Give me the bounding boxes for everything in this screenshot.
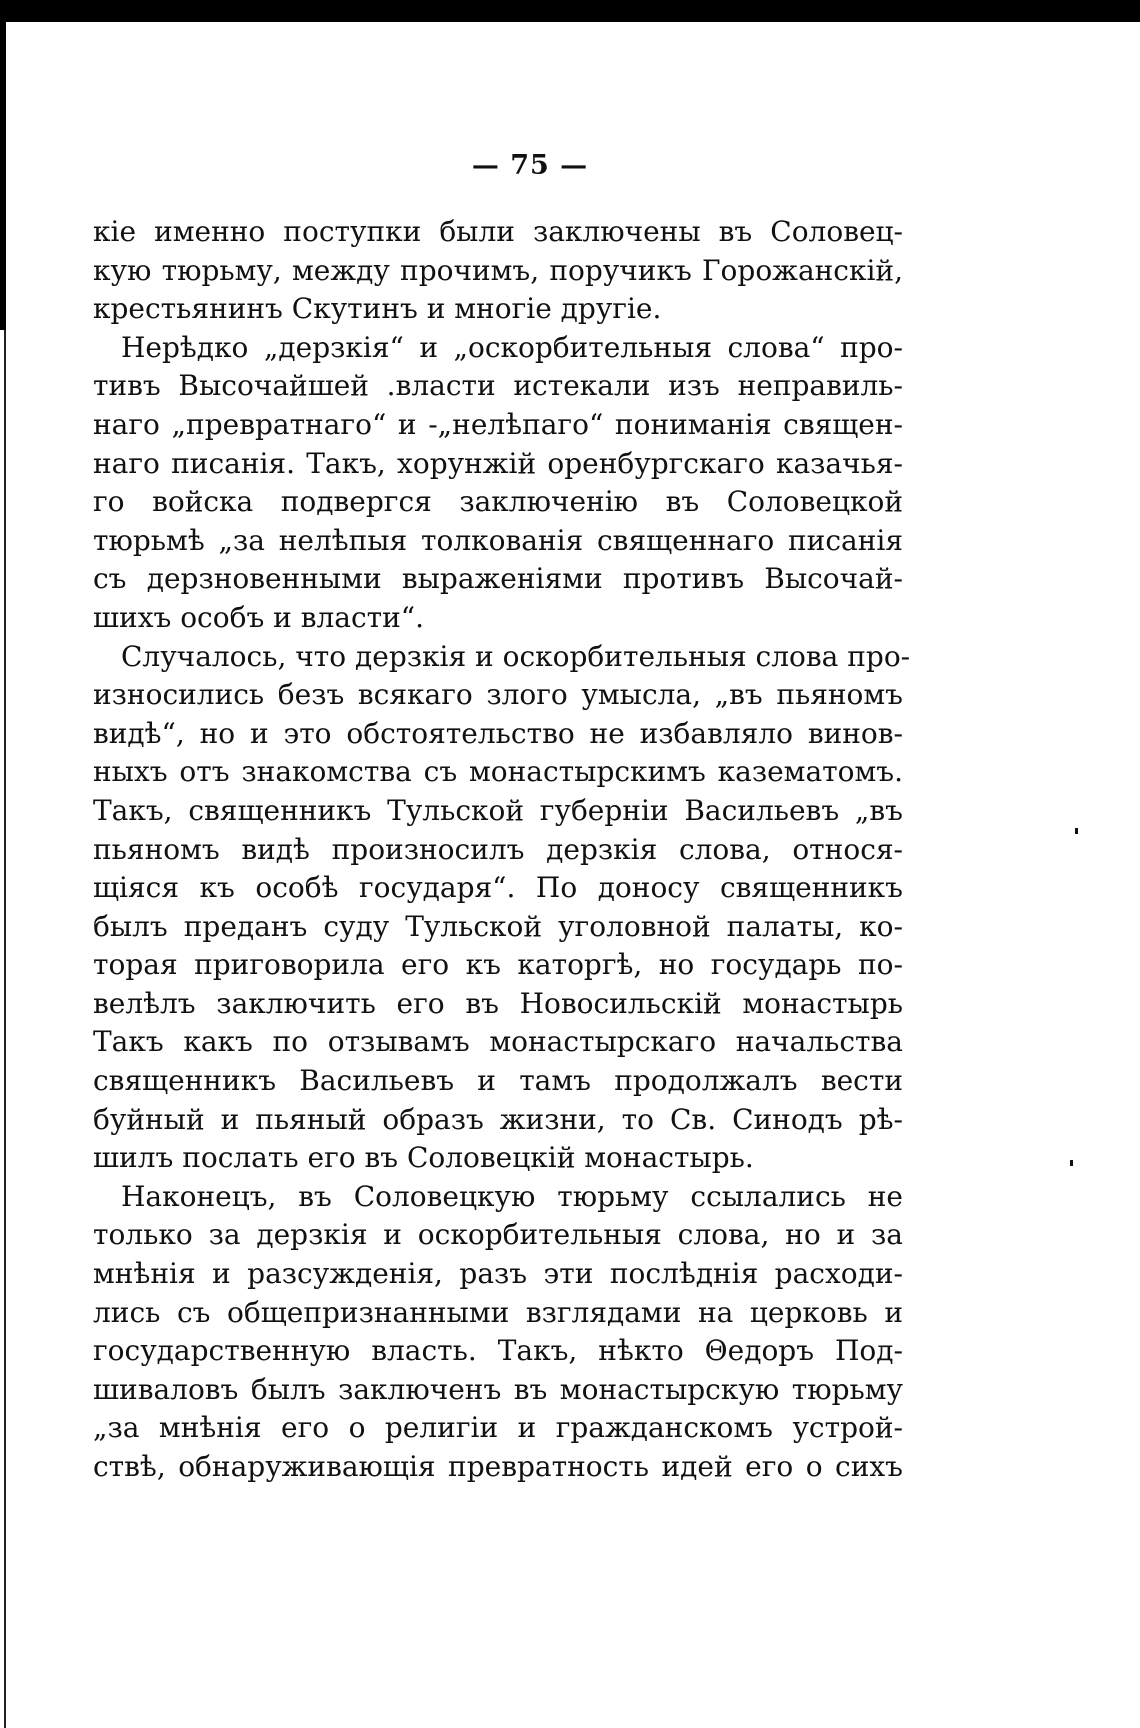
text-line: священникъ Васильевъ и тамъ продолжалъ вести — [93, 1064, 903, 1098]
text-line: износились безъ всякаго злого умысла, „въ пьяномъ — [93, 678, 903, 712]
text-line: „за мнѣнія его о религіи и гражданскомъ устрой- — [93, 1411, 903, 1445]
scan-border-top — [0, 0, 1140, 22]
paragraph — [93, 213, 903, 329]
text-line: кую тюрьму, между прочимъ, поручикъ Горожанскій, — [93, 253, 903, 287]
text-line: съ дерзновенными выраженіями противъ Высочай- — [93, 562, 903, 596]
page-body — [93, 213, 911, 1487]
text-line: щіяся къ особѣ государя“. По доносу священникъ — [93, 871, 903, 905]
text-line: ныхъ отъ знакомства съ монастырскимъ казематомъ. — [93, 755, 903, 789]
text-line: велѣлъ заключить его въ Новосильскій монастырь — [93, 986, 903, 1020]
text-line: пьяномъ видѣ произносилъ дерзкія слова, относя- — [93, 832, 903, 866]
text-line: торая приговорила его къ каторгѣ, но государь по- — [93, 948, 903, 982]
text-line: тюрьмѣ „за нелѣпыя толкованія священнаго писанія — [93, 523, 903, 557]
paragraph — [93, 329, 903, 638]
text-line: видѣ“, но и это обстоятельство не избавляло винов- — [93, 716, 903, 750]
text-line: ствѣ, обнаруживающія превратность идей его о сихъ — [93, 1450, 903, 1483]
paragraph — [93, 638, 911, 1178]
text-line: Нерѣдко „дерзкія“ и „оскорбительныя слова“ про- — [121, 330, 903, 364]
text-line: Наконецъ, въ Соловецкую тюрьму ссылались не — [121, 1179, 903, 1213]
text-line: только за дерзкія и оскорбительныя слова, но и за — [93, 1218, 903, 1252]
text-line: наго „превратнаго“ и -„нелѣпаго“ пониманія священ- — [93, 407, 903, 441]
text-line: тивъ Высочайшей .власти истекали изъ неправиль- — [93, 369, 903, 403]
text-line: буйный и пьяный образъ жизни, то Св. Синодъ рѣ- — [93, 1102, 903, 1136]
text-line: былъ преданъ суду Тульской уголовной палаты, ко- — [93, 909, 903, 943]
text-line: Такъ какъ по отзывамъ монастырскаго начальства — [93, 1025, 903, 1059]
text-line: кіе именно поступки были заключены въ Соловец- — [93, 215, 903, 248]
text-line: наго писанія. Такъ, хорунжій оренбургскаго казачья- — [93, 446, 903, 480]
page-number: — 75 — — [471, 150, 589, 181]
paragraph — [93, 1178, 903, 1487]
text-line: шилъ послать его въ Соловецкій монастырь. — [93, 1141, 754, 1175]
text-line: мнѣнія и разсужденія, разъ эти послѣднія расходи- — [93, 1257, 903, 1291]
text-line: шиваловъ былъ заключенъ въ монастырскую тюрьму — [93, 1372, 903, 1406]
text-line: государственную власть. Такъ, нѣкто Θедоръ Под- — [93, 1334, 903, 1368]
text-line: крестьянинъ Скутинъ и многіе другіе. — [93, 292, 662, 326]
text-line: го войска подвергся заключенію въ Соловецкой — [93, 485, 903, 519]
scan-border-left-thin — [4, 330, 6, 1728]
text-line: шихъ особъ и власти“. — [93, 600, 425, 634]
text-line: Случалось, что дерзкія и оскорбительныя слова про- — [121, 639, 911, 673]
text-line: Такъ, священникъ Тульской губерніи Васильевъ „въ — [93, 793, 903, 827]
margin-speck — [1070, 1160, 1073, 1166]
margin-speck — [1075, 828, 1078, 834]
text-line: лись съ общепризнанными взглядами на церковь и — [93, 1295, 903, 1329]
